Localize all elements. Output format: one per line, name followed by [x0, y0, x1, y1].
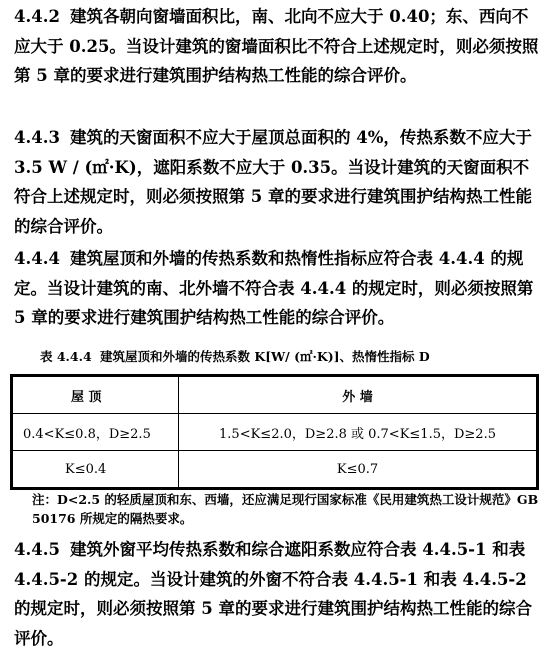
thermal-table	[10, 374, 539, 490]
section-number: 4.4.5	[14, 540, 60, 559]
section-number: 4.4.3	[14, 128, 60, 147]
section-number: 4.4.2	[14, 7, 60, 26]
table-row	[12, 451, 538, 489]
section-text: 建筑各朝向窗墙面积比，南、北向不应大于 0.40；东、西向不应大于 0.25。当设计建筑的窗墙面积比不符合上述规定时，则必须按照第 5 章的要求进行建筑围护结构热工性能的综合评价。	[14, 7, 539, 85]
section-text: 建筑的天窗面积不应大于屋顶总面积的 4%，传热系数不应大于 3.5 W / (㎡·K)，遮阳系数不应大于 0.35。当设计建筑的天窗面积不符合上述规定时，则必须按照第 5 章的要求进行建筑围护结构热工性能的综合评价。	[14, 128, 532, 236]
table-cell: 0.4<K≤0.8，D≥2.5	[12, 414, 179, 451]
table-header-row	[12, 376, 538, 414]
table-cell: K≤0.7	[179, 451, 538, 489]
table-note: 注：D<2.5 的轻质屋顶和东、西墙，还应满足现行国家标准《民用建筑热工设计规范》GB 50176 所规定的隔热要求。	[32, 492, 539, 526]
table-caption	[40, 348, 540, 366]
table-cell: 1.5<K≤2.0，D≥2.8 或 0.7<K≤1.5，D≥2.5	[179, 414, 538, 451]
section-text: 建筑外窗平均传热系数和综合遮阳系数应符合表 4.4.5-1 和表 4.4.5-2 的规定。当设计建筑的外窗不符合表 4.4.5-1 和表 4.4.5-2 的规定时，则必须按照第 5 章的要求进行建筑围护结构热工性能的综合评价。	[14, 540, 532, 648]
table-caption-number: 表 4.4.4	[40, 349, 92, 364]
section-number: 4.4.4	[14, 249, 60, 268]
header-wall: 外 墙	[179, 376, 538, 414]
section-4-4-2	[14, 2, 542, 91]
table-caption-text: 建筑屋顶和外墙的传热系数 K[W/ (㎡·K)]、热惰性指标 D	[100, 349, 430, 364]
section-text: 建筑屋顶和外墙的传热系数和热惰性指标应符合表 4.4.4 的规定。当设计建筑的南、北外墙不符合表 4.4.4 的规定时，则必须按照第 5 章的要求进行建筑围护结构热工性能的综合评价。	[14, 249, 534, 327]
table-row	[12, 414, 538, 451]
table-cell: K≤0.4	[12, 451, 179, 489]
section-4-4-5	[14, 535, 542, 653]
header-roof: 屋 顶	[12, 376, 179, 414]
section-4-4-3	[14, 123, 542, 241]
section-4-4-4	[14, 244, 542, 333]
